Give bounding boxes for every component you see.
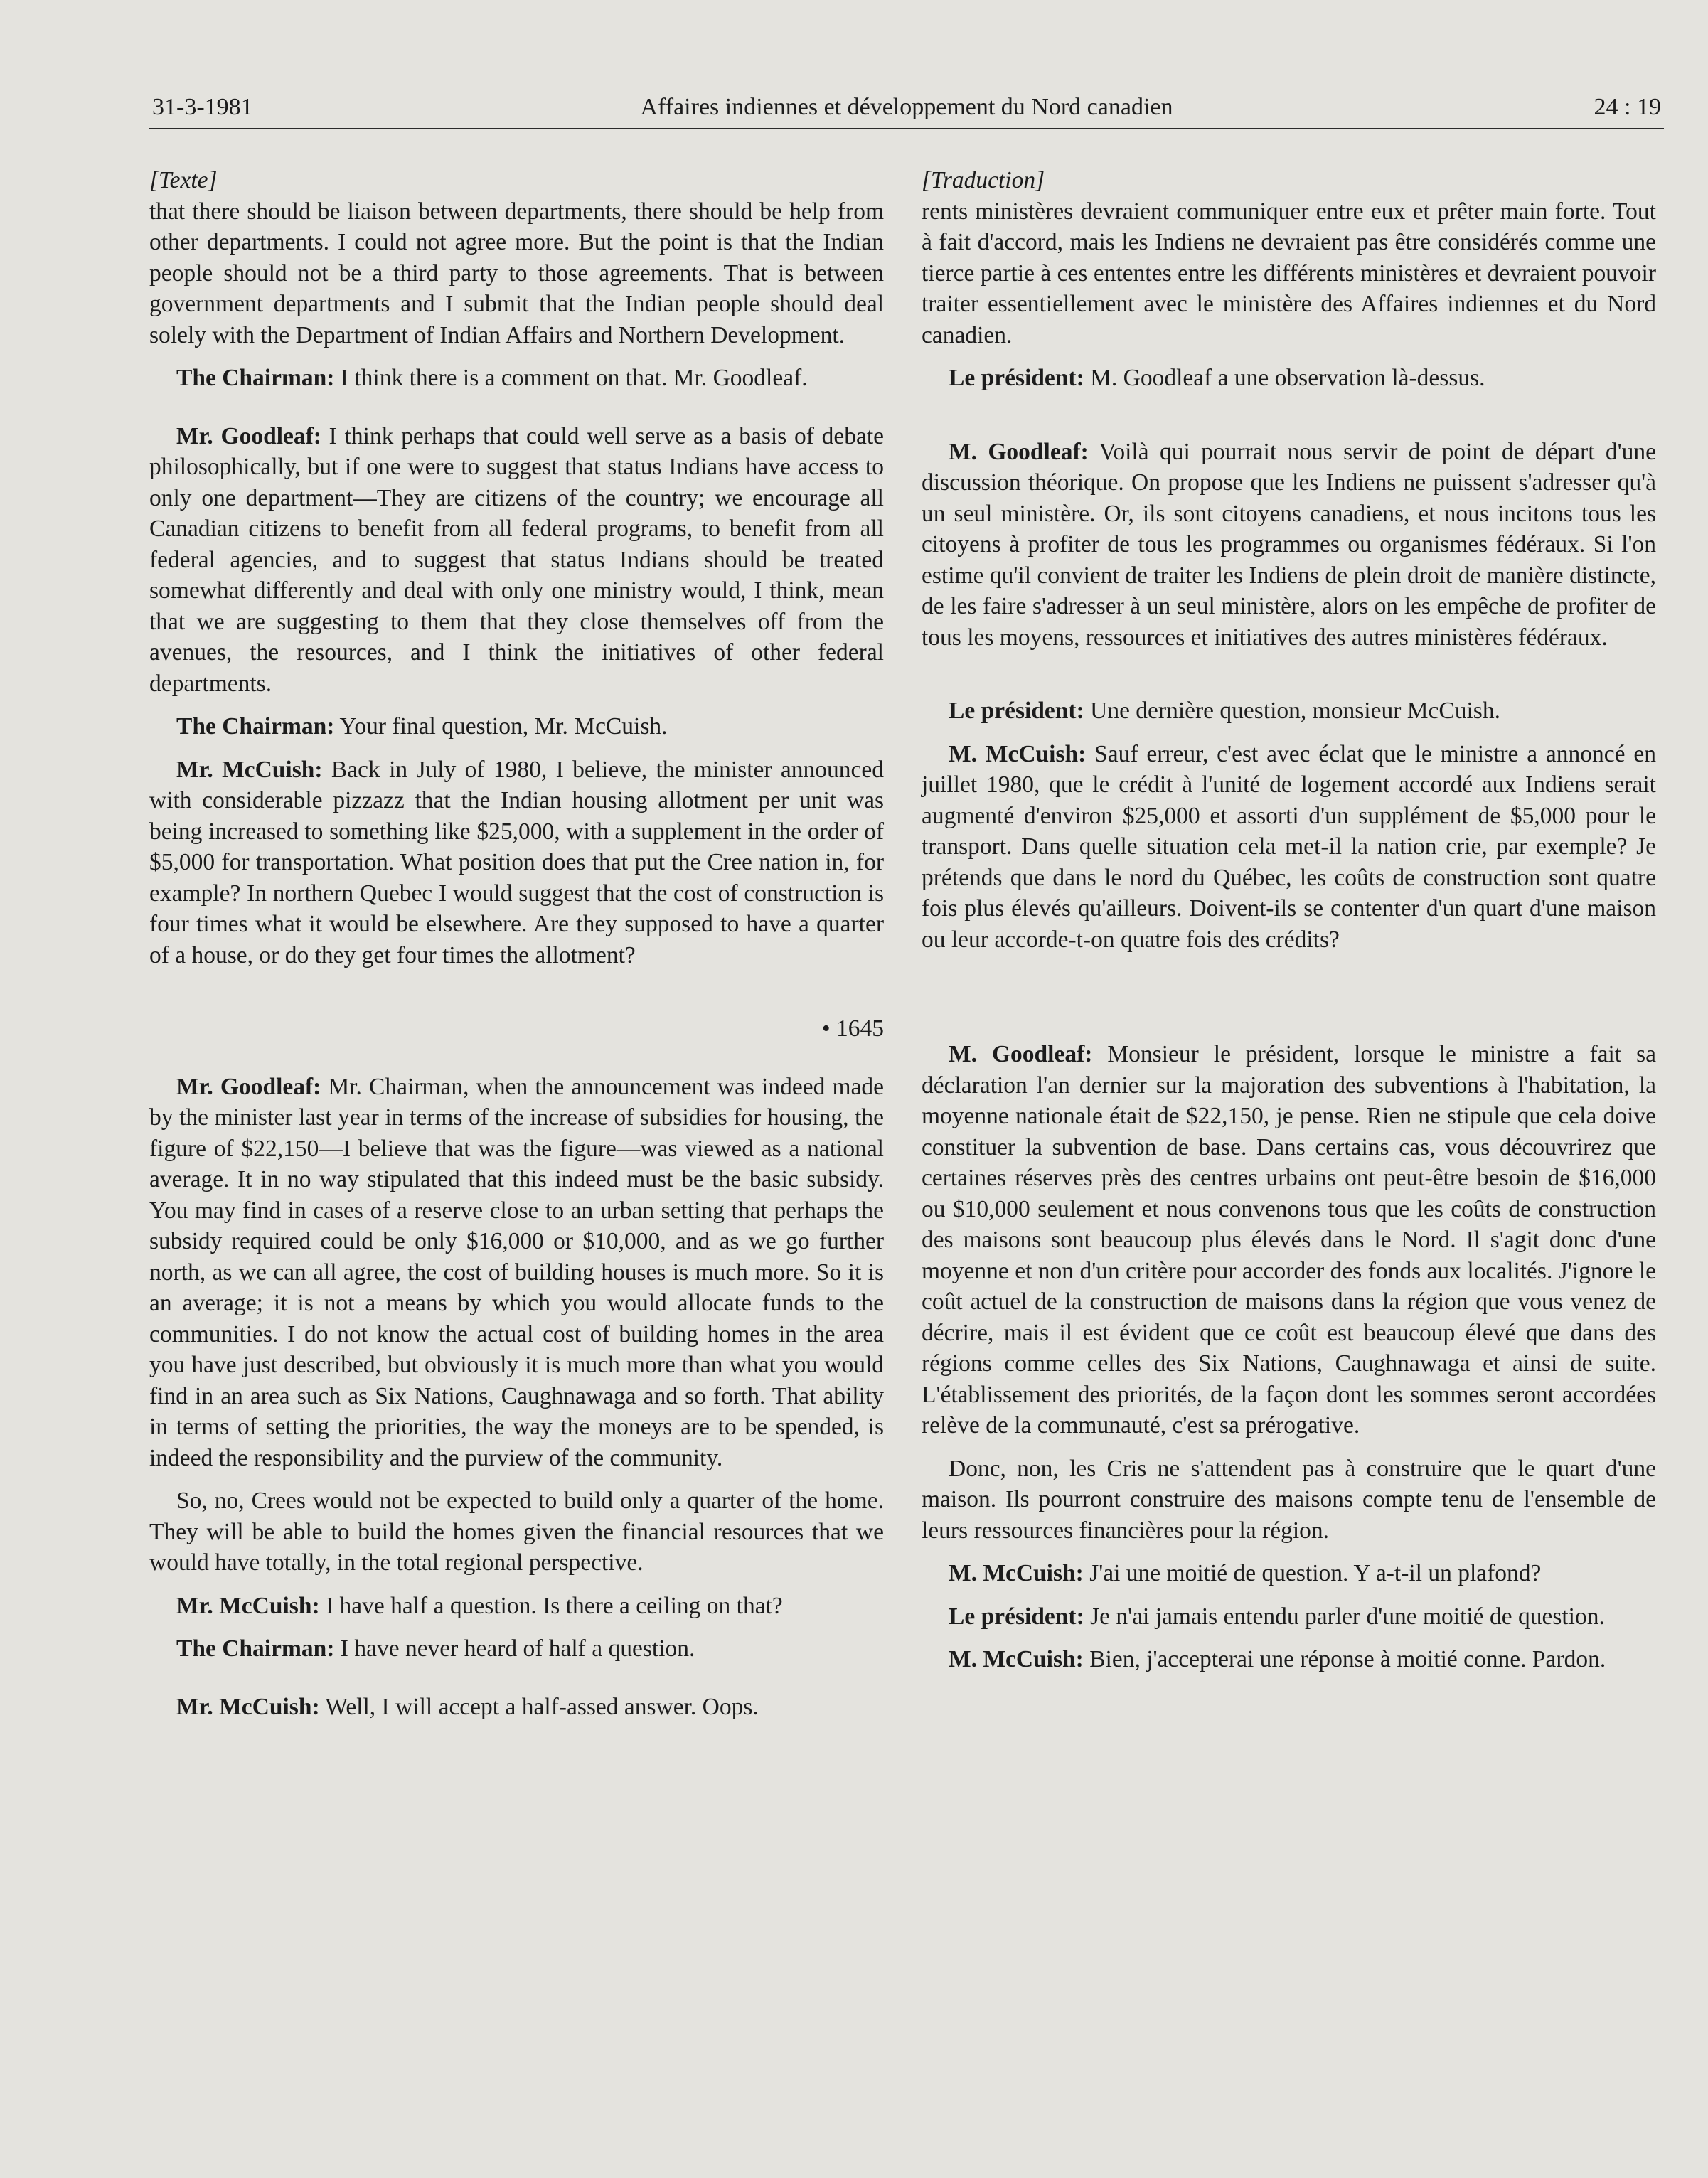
speaker-name: M. Goodleaf: bbox=[949, 1041, 1093, 1067]
english-column bbox=[149, 165, 884, 1722]
speech bbox=[922, 1601, 1656, 1633]
speech-text: Your final question, Mr. McCuish. bbox=[334, 713, 668, 740]
speech bbox=[149, 754, 884, 971]
speech bbox=[922, 1644, 1656, 1675]
speech-text: Sauf erreur, c'est avec éclat que le ministre a annoncé en juillet 1980, que le crédit à l'unité de logement accordé aux Indiens serait augmenté d'environ $25,000 et assorti d'un supplément de $5,000 pour le transport. Dans quelle situation cela met-il la nation crie, par exemple? Je prétends que dans le nord du Québec, les coûts de construction sont quatre fois plus élevés qu'ailleurs. Doivent-ils se contenter d'un quart d'une maison ou leur accorde-t-on quatre fois des crédits? bbox=[922, 740, 1656, 953]
french-column bbox=[922, 165, 1656, 1675]
speech-text: Back in July of 1980, I believe, the minister announced with considerable pizzazz that the Indian housing allotment per unit was being increased to something like $25,000, with a supplement in the order of $5,000 for transportation. What position does that put the Cree nation in, for example? In northern Quebec I would suggest that the cost of construction is four times what it would be elsewhere. Are they supposed to have a quarter of a house, or do they get four times the allotment? bbox=[149, 756, 885, 968]
column-label: [Texte] bbox=[149, 167, 218, 193]
speaker-name: The Chairman: bbox=[176, 1635, 335, 1662]
speaker-name: M. Goodleaf: bbox=[949, 438, 1089, 465]
speech-text: I think perhaps that could well serve as a basis of debate philosophically, but if one were to suggest that status Indians have access to only one department—They are citizens of the country; we encourage all Canadian citizens to benefit from all federal programs, to benefit from all federal agencies, and to suggest that status Indians should be treated somewhat differently and deal with only one ministry would, I think, mean that we are suggesting to them that they close themselves off from the avenues, the resources, and I think the initiatives of other federal departments. bbox=[149, 422, 885, 697]
speaker-name: Le président: bbox=[949, 365, 1084, 391]
running-header bbox=[149, 91, 1664, 129]
speech-text: J'ai une moitié de question. Y a-t-il un plafond? bbox=[1083, 1560, 1542, 1586]
paragraph: that there should be liaison between departments, there should be help from other departments. I could not agree more. But the point is that the Indian people should not be a third party to those agreements. That is between government departments and I submit that the Indian people should deal solely with the Department of Indian Affairs and Northern Development. bbox=[149, 198, 884, 348]
speech bbox=[922, 1558, 1656, 1589]
header-title: Affaires indiennes et développement du Nord canadien bbox=[640, 94, 1173, 120]
time-marker: • 1645 bbox=[821, 1015, 884, 1042]
speech-text: Je n'ai jamais entendu parler d'une moitié de question. bbox=[1084, 1603, 1605, 1630]
header-date: 31-3-1981 bbox=[152, 94, 253, 120]
speaker-name: Mr. McCuish: bbox=[176, 1592, 320, 1619]
speaker-name: M. McCuish: bbox=[949, 1646, 1084, 1672]
speech-text: I have never heard of half a question. bbox=[334, 1635, 695, 1662]
speech-text: I think there is a comment on that. Mr. Goodleaf. bbox=[334, 365, 808, 391]
speech-text: Voilà qui pourrait nous servir de point de départ d'une discussion théorique. On propose que les Indiens ne puissent s'adresser qu'à un seul ministère. Or, ils sont citoyens canadiens, et nous incitons tous les citoyens à profiter de tous les programmes ou organismes fédéraux. Si l'on estime qu'il convient de traiter les Indiens de plein droit de manière distincte, de les faire s'adresser à un seul ministère, alors on les empêche de profiter de tous les moyens, ressources et initiatives des autres ministères fédéraux. bbox=[922, 438, 1657, 651]
speaker-name: The Chairman: bbox=[176, 365, 335, 391]
speech bbox=[149, 1692, 884, 1723]
speech bbox=[149, 421, 884, 700]
speech bbox=[149, 363, 884, 394]
speech bbox=[922, 437, 1656, 653]
speech bbox=[149, 1633, 884, 1665]
header-page-number: 24 : 19 bbox=[1594, 94, 1661, 120]
speaker-name: M. McCuish: bbox=[949, 1560, 1084, 1586]
speech-text: I have half a question. Is there a ceiling on that? bbox=[319, 1592, 783, 1619]
speech-text: M. Goodleaf a une observation là-dessus. bbox=[1084, 365, 1485, 391]
speech-text: Bien, j'accepterai une réponse à moitié conne. Pardon. bbox=[1083, 1646, 1606, 1672]
paragraph: Donc, non, les Cris ne s'attendent pas à construire que le quart d'une maison. Ils pourront construire des maisons compte tenu de l'ensemble de leurs ressources financières pour la région. bbox=[922, 1455, 1656, 1544]
speech bbox=[922, 363, 1656, 394]
speech bbox=[149, 711, 884, 742]
speaker-name: Le président: bbox=[949, 1603, 1084, 1630]
speech-text: Mr. Chairman, when the announcement was indeed made by the minister last year in terms of the increase of subsidies for housing, the figure of $22,150—I believe that was the figure—was viewed as a national average. It in no way stipulated that this indeed must be the basic subsidy. You may find in cases of a reserve close to an urban setting that perhaps the subsidy required could be only $16,000 or $10,000, and as we go further north, as we can all agree, the cost of building houses is much more. So it is an average; it is not a means by which you would allocate funds to the communities. I do not know the actual cost of building homes in the area you have just described, but obviously it is much more than what you would find in an area such as Six Nations, Caughnawaga and so forth. That ability in terms of setting the priorities, the way the moneys are to be spended, is indeed the responsibility and the purview of the community. bbox=[149, 1073, 885, 1471]
speech bbox=[149, 1072, 884, 1474]
speaker-name: Mr. Goodleaf: bbox=[176, 422, 321, 449]
speaker-name: The Chairman: bbox=[176, 713, 335, 740]
speech bbox=[922, 695, 1656, 727]
speaker-name: Mr. McCuish: bbox=[176, 756, 323, 783]
speaker-name: Mr. Goodleaf: bbox=[176, 1073, 321, 1100]
paragraph: rents ministères devraient communiquer entre eux et prêter main forte. Tout à fait d'accord, mais les Indiens ne devraient pas être considérés comme une tierce partie à ces ententes entre les différents ministères et devraient pouvoir traiter essentiellement avec le ministère des Affaires indiennes et du Nord canadien. bbox=[922, 198, 1656, 348]
speech bbox=[922, 1039, 1656, 1441]
speaker-name: Le président: bbox=[949, 698, 1084, 724]
paragraph: So, no, Crees would not be expected to build only a quarter of the home. They will be able to build the homes given the financial resources that we would have totally, in the total regional perspective. bbox=[149, 1488, 884, 1576]
speaker-name: Mr. McCuish: bbox=[176, 1693, 320, 1720]
column-label: [Traduction] bbox=[922, 167, 1045, 193]
speech bbox=[149, 1591, 884, 1622]
speech bbox=[922, 739, 1656, 956]
speech-text: Une dernière question, monsieur McCuish. bbox=[1084, 698, 1500, 724]
speech-text: Well, I will accept a half-assed answer. Oops. bbox=[319, 1693, 759, 1720]
speech-text: Monsieur le président, lorsque le ministre a fait sa déclaration l'an dernier sur la majoration des subventions à l'habitation, la moyenne nationale était de $22,150, je pense. Rien ne stipule que cela doive constituer la subvention de base. Dans certains cas, vous découvrirez que certaines réserves près des centres urbains ont peut-être besoin de $16,000 ou $10,000 seulement et nous convenons tous que les coûts de construction des maisons sont beaucoup plus élevés dans le Nord. Il s'agit donc d'une moyenne et non d'un critère pour accorder des fonds aux localités. J'ignore le coût actuel de la construction de maisons dans la région que vous venez de décrire, mais il est évident que ce coût est beaucoup élevé que dans des régions comme celles des Six Nations, Caughnawaga et ainsi de suite. L'établissement des priorités, de la façon dont les sommes seront accordées relève de la communauté, c'est sa prérogative. bbox=[922, 1041, 1656, 1438]
speaker-name: M. McCuish: bbox=[949, 740, 1087, 767]
